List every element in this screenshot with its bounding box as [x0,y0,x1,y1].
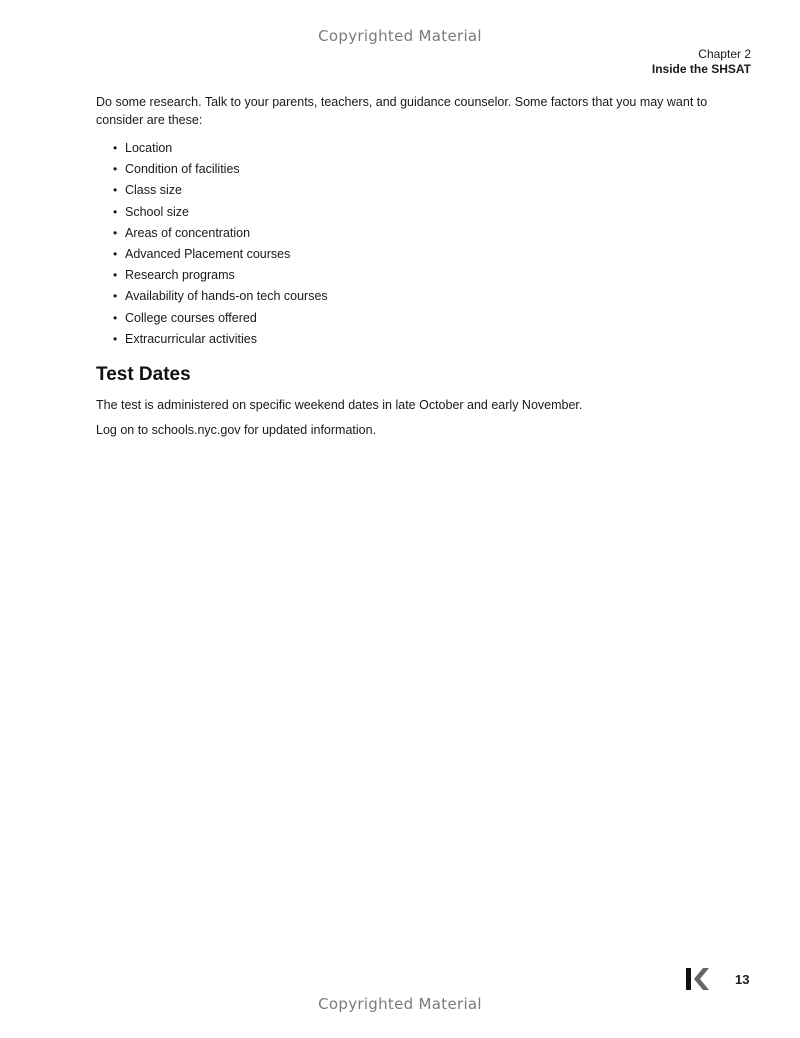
bullet-icon: • [113,310,118,325]
bullet-icon: • [113,289,118,304]
list-item: • Class size [113,180,716,201]
copyright-watermark-bottom: Copyrighted Material [318,995,482,1013]
intro-paragraph: Do some research. Talk to your parents, teachers, and guidance counselor. Some factors that you may want to consider are these: [96,95,708,127]
list-item: • Extracurricular activities [113,329,716,350]
body-paragraph: Log on to schools.nyc.gov for updated information. [96,423,377,438]
bullet-icon: • [113,268,118,283]
bullet-icon: • [113,225,118,240]
list-item: • Advanced Placement courses [113,244,716,265]
bullet-icon: • [113,162,118,177]
copyright-watermark-top: Copyrighted Material [318,27,482,45]
bullet-icon: • [113,204,118,219]
list-item: • College courses offered [113,308,716,329]
list-item: • School size [113,202,716,223]
page-content [96,93,716,446]
kaplan-logo-icon [686,968,710,990]
page-number: 13 [735,972,750,987]
bullet-icon: • [113,183,118,198]
list-item: • Location [113,138,716,159]
body-paragraph: The test is administered on specific weekend dates in late October and early November. [96,398,583,413]
list-item: • Availability of hands-on tech courses [113,286,716,307]
bullet-icon: • [113,331,118,346]
bullet-icon: • [113,141,118,155]
list-item: • Research programs [113,265,716,286]
list-item: • Condition of facilities [113,159,716,180]
chapter-label: Chapter 2 [698,47,751,61]
section-heading: Test Dates [96,364,191,386]
running-head [652,47,751,77]
factors-list [96,138,716,350]
bullet-icon: • [113,247,118,262]
list-item: • Areas of concentration [113,223,716,244]
chapter-title: Inside the SHSAT [651,62,751,76]
